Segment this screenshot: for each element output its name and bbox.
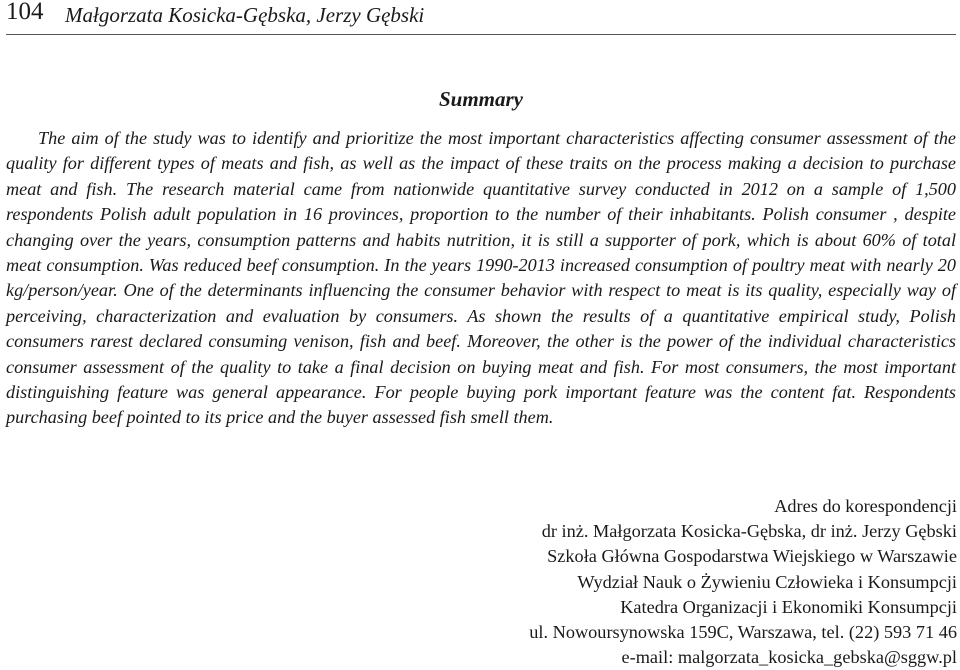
correspondence-faculty: Wydział Nauk o Żywieniu Człowieka i Konsumpcji	[577, 571, 957, 592]
page-header	[6, 0, 956, 35]
summary-title: Summary	[438, 87, 524, 111]
correspondence-authors: dr inż. Małgorzata Kosicka-Gębska, dr inż. Jerzy Gębski	[541, 521, 957, 542]
correspondence-institution: Szkoła Główna Gospodarstwa Wiejskiego w Warszawie	[547, 546, 957, 567]
correspondence-email: e-mail: malgorzata_kosicka_gebska@sggw.pl	[621, 647, 957, 668]
summary-paragraph: The aim of the study was to identify and prioritize the most important characteristics affecting consumer assessment of the quality for different types of meats and fish, as well as the impact of these traits on the process making a decision to purchase meat and fish. The research material came from nationwide quantitative survey conducted in 2012 on a sample of 1,500 respondents Polish adult population in 16 provinces, proportion to the number of their inhabitants. Polish consumer , despite changing over the years, consumption patterns and habits nutrition, it is still a supporter of pork, which is about 60% of total meat consumption. Was reduced beef consumption. In the years 1990-2013 increased consumption of poultry meat with nearly 20 kg/person/year. One of the determinants influencing the consumer behavior with respect to meat is its quality, especially way of perceiving, characterization and evaluation by consumers. As shown the results of a quantitative empirical study, Polish consumers rarest declared consuming venison, fish and beef. Moreover, the other is the power of the individual characteristics consumer assessment of the quality to take a final decision on buying meat and fish. For most consumers, the most important distinguishing feature was general appearance. For people buying pork important feature was the content fat. Respondents purchasing beef pointed to its price and the buyer assessed fish smell them.	[6, 128, 956, 428]
correspondence-block	[337, 494, 957, 670]
running-head-authors: Małgorzata Kosicka-Gębska, Jerzy Gębski	[65, 3, 425, 27]
page-number: 104	[6, 0, 44, 25]
correspondence-heading: Adres do korespondencji	[774, 496, 957, 516]
correspondence-department: Katedra Organizacji i Ekonomiki Konsumpcji	[620, 596, 957, 617]
correspondence-address: ul. Nowoursynowska 159C, Warszawa, tel. (22) 593 71 46	[529, 622, 957, 643]
